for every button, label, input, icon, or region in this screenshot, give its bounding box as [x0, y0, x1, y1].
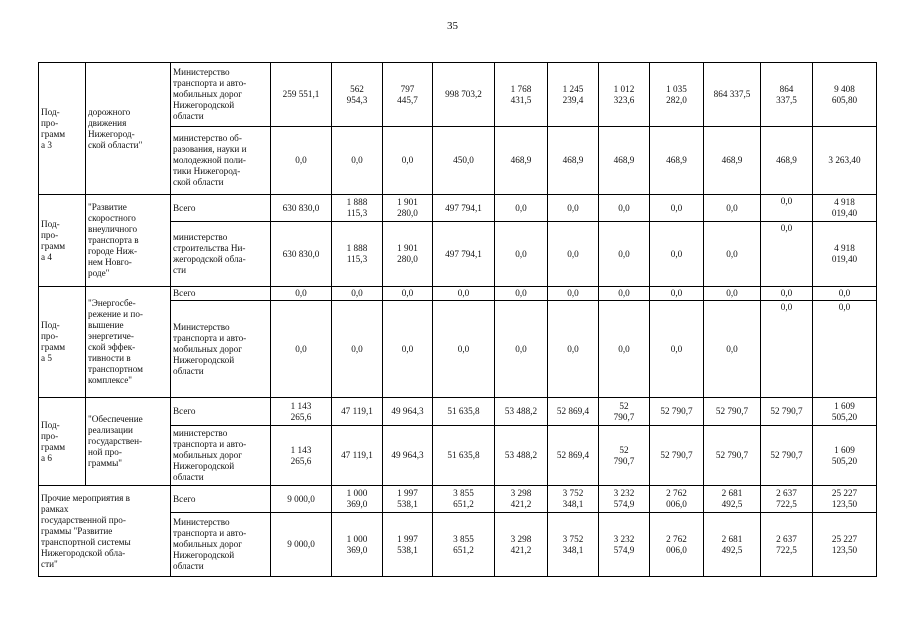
- value-cell: 52 790,7: [704, 398, 761, 426]
- value-cell: 468,9: [650, 127, 704, 195]
- value-cell: 0,0: [495, 301, 548, 398]
- value-cell: 0,0: [271, 127, 332, 195]
- value-cell: 4 918 019,40: [813, 222, 877, 287]
- value-cell: 497 794,1: [433, 222, 495, 287]
- value-cell: 25 227 123,50: [813, 513, 877, 577]
- value-cell: 1 012 323,6: [599, 63, 650, 127]
- value-cell: 2 637 722,5: [761, 486, 813, 513]
- executor-cell: министерство транспорта и авто- мобильных дорог Нижегородской области: [171, 426, 271, 486]
- value-cell: 3 298 421,2: [495, 486, 548, 513]
- value-cell: 1 000 369,0: [332, 486, 383, 513]
- value-cell: 1 901 280,0: [383, 222, 433, 287]
- value-cell: 0,0: [761, 195, 813, 222]
- value-cell: 0,0: [599, 287, 650, 301]
- value-cell: 0,0: [761, 222, 813, 287]
- value-cell: 259 551,1: [271, 63, 332, 127]
- value-cell: 0,0: [650, 222, 704, 287]
- value-cell: 0,0: [650, 287, 704, 301]
- value-cell: 4 918 019,40: [813, 195, 877, 222]
- value-cell: 1 888 115,3: [332, 195, 383, 222]
- value-cell: 1 245 239,4: [548, 63, 599, 127]
- program-name-cell: Под- про- грамм а 6: [39, 398, 86, 486]
- value-cell: 9 408 605,80: [813, 63, 877, 127]
- value-cell: 1 997 538,1: [383, 486, 433, 513]
- value-cell: 468,9: [495, 127, 548, 195]
- value-cell: 25 227 123,50: [813, 486, 877, 513]
- value-cell: 468,9: [599, 127, 650, 195]
- value-cell: 0,0: [433, 287, 495, 301]
- value-cell: 0,0: [704, 287, 761, 301]
- value-cell: 51 635,8: [433, 426, 495, 486]
- executor-cell: Министерство транспорта и авто- мобильных дорог Нижегородской области: [171, 63, 271, 127]
- value-cell: 0,0: [704, 222, 761, 287]
- executor-cell: Всего: [171, 287, 271, 301]
- value-cell: 0,0: [271, 301, 332, 398]
- table-row: [39, 398, 877, 426]
- value-cell: 9 000,0: [271, 513, 332, 577]
- value-cell: 3 298 421,2: [495, 513, 548, 577]
- table-row: [39, 486, 877, 513]
- value-cell: 864 337,5: [761, 63, 813, 127]
- executor-cell: Всего: [171, 398, 271, 426]
- program-name-cell: Под- про- грамм а 3: [39, 63, 86, 195]
- value-cell: 1 143 265,6: [271, 398, 332, 426]
- other-activities-cell: Прочие мероприятия в рамках государственной про- граммы "Развитие транспортной системы Нижегородской обла- сти": [39, 486, 171, 577]
- value-cell: 1 143 265,6: [271, 426, 332, 486]
- value-cell: 1 901 280,0: [383, 195, 433, 222]
- value-cell: 0,0: [650, 195, 704, 222]
- value-cell: 0,0: [383, 301, 433, 398]
- value-cell: 52 790,7: [704, 426, 761, 486]
- executor-cell: Всего: [171, 195, 271, 222]
- value-cell: 0,0: [761, 287, 813, 301]
- budget-table: [38, 62, 877, 577]
- value-cell: 562 954,3: [332, 63, 383, 127]
- value-cell: 3 752 348,1: [548, 486, 599, 513]
- value-cell: 52 790,7: [599, 426, 650, 486]
- program-name-cell: Под- про- грамм а 5: [39, 287, 86, 398]
- value-cell: 52 790,7: [599, 398, 650, 426]
- value-cell: 1 609 505,20: [813, 398, 877, 426]
- value-cell: 3 232 574,9: [599, 513, 650, 577]
- value-cell: 51 635,8: [433, 398, 495, 426]
- executor-cell: министерство строительства Ни- жегородской обла- сти: [171, 222, 271, 287]
- value-cell: 0,0: [599, 195, 650, 222]
- value-cell: 49 964,3: [383, 398, 433, 426]
- value-cell: 468,9: [761, 127, 813, 195]
- value-cell: 0,0: [761, 301, 813, 398]
- value-cell: 0,0: [495, 222, 548, 287]
- value-cell: 52 790,7: [761, 426, 813, 486]
- value-cell: 0,0: [332, 301, 383, 398]
- value-cell: 450,0: [433, 127, 495, 195]
- value-cell: 0,0: [495, 195, 548, 222]
- value-cell: 52 790,7: [650, 426, 704, 486]
- value-cell: 0,0: [599, 301, 650, 398]
- value-cell: 0,0: [433, 301, 495, 398]
- value-cell: 52 790,7: [650, 398, 704, 426]
- value-cell: 53 488,2: [495, 398, 548, 426]
- value-cell: 9 000,0: [271, 486, 332, 513]
- value-cell: 0,0: [271, 287, 332, 301]
- value-cell: 2 637 722,5: [761, 513, 813, 577]
- value-cell: 0,0: [383, 127, 433, 195]
- program-title-cell: "Обеспечение реализации государствен- ной про- граммы": [86, 398, 171, 486]
- table-row: [39, 195, 877, 222]
- value-cell: 52 869,4: [548, 398, 599, 426]
- value-cell: 47 119,1: [332, 426, 383, 486]
- value-cell: 864 337,5: [704, 63, 761, 127]
- value-cell: 0,0: [548, 195, 599, 222]
- value-cell: 1 888 115,3: [332, 222, 383, 287]
- program-title-cell: "Развитие скоростного внеуличного транспорта в городе Ниж- нем Новго- роде": [86, 195, 171, 287]
- value-cell: 630 830,0: [271, 195, 332, 222]
- value-cell: 1 997 538,1: [383, 513, 433, 577]
- value-cell: 0,0: [548, 287, 599, 301]
- value-cell: 998 703,2: [433, 63, 495, 127]
- value-cell: 0,0: [599, 222, 650, 287]
- executor-cell: Всего: [171, 486, 271, 513]
- value-cell: 3 855 651,2: [433, 486, 495, 513]
- table-body: [39, 63, 877, 577]
- value-cell: 1 035 282,0: [650, 63, 704, 127]
- value-cell: 468,9: [548, 127, 599, 195]
- value-cell: 0,0: [548, 301, 599, 398]
- value-cell: 0,0: [704, 195, 761, 222]
- value-cell: 630 830,0: [271, 222, 332, 287]
- page-number: 35: [447, 20, 458, 32]
- value-cell: 0,0: [495, 287, 548, 301]
- value-cell: 497 794,1: [433, 195, 495, 222]
- value-cell: 0,0: [813, 287, 877, 301]
- table-row: [39, 287, 877, 301]
- value-cell: 1 000 369,0: [332, 513, 383, 577]
- value-cell: 49 964,3: [383, 426, 433, 486]
- value-cell: 3 752 348,1: [548, 513, 599, 577]
- program-name-cell: Под- про- грамм а 4: [39, 195, 86, 287]
- value-cell: 468,9: [704, 127, 761, 195]
- value-cell: 3 263,40: [813, 127, 877, 195]
- value-cell: 0,0: [704, 301, 761, 398]
- value-cell: 52 790,7: [761, 398, 813, 426]
- value-cell: 47 119,1: [332, 398, 383, 426]
- executor-cell: министерство об- разования, науки и молодежной поли- тики Нижегород- ской области: [171, 127, 271, 195]
- value-cell: 0,0: [332, 287, 383, 301]
- program-title-cell: дорожного движения Нижегород- ской области": [86, 63, 171, 195]
- table-row: [39, 63, 877, 127]
- value-cell: 1 768 431,5: [495, 63, 548, 127]
- executor-cell: Министерство транспорта и авто- мобильных дорог Нижегородской области: [171, 301, 271, 398]
- value-cell: 2 762 006,0: [650, 486, 704, 513]
- value-cell: 2 681 492,5: [704, 486, 761, 513]
- value-cell: 1 609 505,20: [813, 426, 877, 486]
- value-cell: 53 488,2: [495, 426, 548, 486]
- value-cell: 0,0: [332, 127, 383, 195]
- value-cell: 3 232 574,9: [599, 486, 650, 513]
- executor-cell: Министерство транспорта и авто- мобильных дорог Нижегородской области: [171, 513, 271, 577]
- value-cell: 2 681 492,5: [704, 513, 761, 577]
- value-cell: 0,0: [650, 301, 704, 398]
- value-cell: 0,0: [548, 222, 599, 287]
- value-cell: 797 445,7: [383, 63, 433, 127]
- value-cell: 3 855 651,2: [433, 513, 495, 577]
- program-title-cell: "Энергосбе- режение и по- вышение энергетиче- ской эффек- тивности в транспортном комплексе": [86, 287, 171, 398]
- value-cell: 52 869,4: [548, 426, 599, 486]
- value-cell: 2 762 006,0: [650, 513, 704, 577]
- value-cell: 0,0: [813, 301, 877, 398]
- value-cell: 0,0: [383, 287, 433, 301]
